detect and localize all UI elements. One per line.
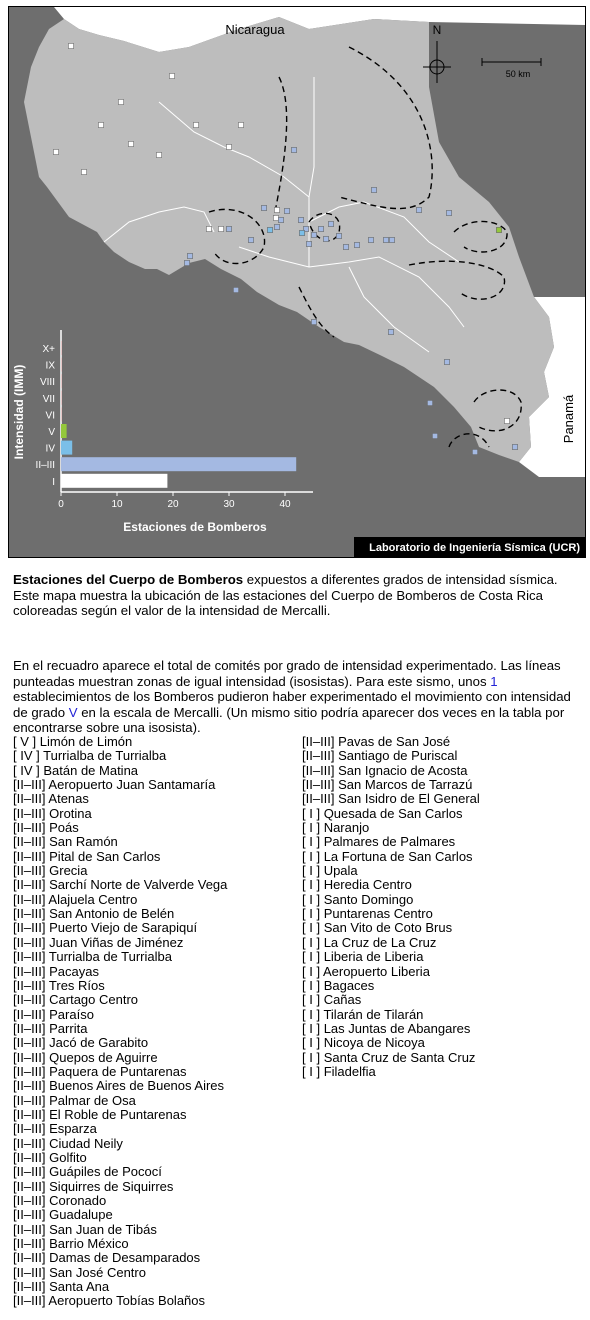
- station-grade: [ I ]: [302, 906, 321, 922]
- station-marker: [472, 449, 477, 454]
- station-name: El Roble de Puntarenas: [49, 1106, 187, 1122]
- histogram-bar: [61, 407, 62, 421]
- station-list-item: [13, 735, 227, 749]
- station-list-item: [302, 807, 480, 821]
- station-grade: [II–III]: [13, 834, 46, 850]
- station-grade: [II–III]: [13, 1078, 46, 1094]
- station-marker: [389, 237, 394, 242]
- station-marker: [323, 236, 328, 241]
- station-grade: [II–III]: [302, 777, 335, 793]
- station-name: San Antonio de Belén: [49, 906, 175, 922]
- caption-p2-text-c: en la escala de Mercalli. (Un mismo sitio podría aparecer dos veces en la tabla por encontrarse sobre una isosista).: [13, 704, 565, 735]
- station-name: Damas de Desamparados: [49, 1250, 201, 1266]
- station-list-item: [13, 1079, 227, 1093]
- station-list-item: [13, 936, 227, 950]
- station-marker: [273, 215, 278, 220]
- station-list-item: [13, 907, 227, 921]
- station-name: Guápiles de Pococí: [49, 1164, 162, 1180]
- histogram-y-label: Intensidad (IMM): [12, 364, 26, 460]
- north-label: N: [432, 23, 442, 37]
- station-grade: [II–III]: [302, 791, 335, 807]
- station-name: Palmares de Palmares: [323, 834, 456, 850]
- station-grade: [II–III]: [13, 1035, 46, 1051]
- station-marker: [184, 260, 189, 265]
- station-marker: [306, 241, 311, 246]
- station-grade: [ I ]: [302, 963, 321, 979]
- station-list-item: [302, 835, 480, 849]
- station-marker: [328, 221, 333, 226]
- station-list-item: [13, 1237, 227, 1251]
- station-grade: [II–III]: [302, 762, 335, 778]
- station-grade: [II–III]: [13, 1264, 46, 1280]
- station-grade: [II–III]: [13, 877, 46, 893]
- station-list-item: [13, 1280, 227, 1294]
- station-grade: [II–III]: [13, 1164, 46, 1180]
- station-list-item: [302, 764, 480, 778]
- station-list-item: [302, 965, 480, 979]
- station-list-item: [13, 950, 227, 964]
- histogram-category-label: I: [52, 476, 55, 488]
- station-list-item: [13, 1122, 227, 1136]
- station-grade: [ I ]: [302, 820, 321, 836]
- station-name: Jacó de Garabito: [49, 1035, 149, 1051]
- station-grade: [II–III]: [13, 934, 46, 950]
- station-marker: [118, 99, 123, 104]
- station-marker: [432, 433, 437, 438]
- station-grade: [II–III]: [13, 791, 46, 807]
- station-marker: [156, 152, 161, 157]
- station-marker: [226, 144, 231, 149]
- station-marker: [311, 319, 316, 324]
- station-marker: [368, 237, 373, 242]
- scale-label: 50 km: [505, 69, 531, 79]
- station-grade: [II–III]: [302, 748, 335, 764]
- station-list-item: [302, 907, 480, 921]
- station-name: San Ignacio de Acosta: [338, 762, 468, 778]
- station-list-item: [13, 1266, 227, 1280]
- station-list-item: [302, 778, 480, 792]
- station-grade: [ I ]: [302, 848, 321, 864]
- station-list-item: [13, 1180, 227, 1194]
- histogram-category-label: IX: [45, 360, 55, 372]
- caption-p2-text-a: En el recuadro aparece el total de comités por grado de intensidad experimentado. Las líneas punteadas muestran zonas de igual intensidad (isosistas). Para este sismo, unos: [13, 658, 561, 689]
- station-list-item: [302, 950, 480, 964]
- histogram-bar: [61, 424, 67, 438]
- station-grade: [II–III]: [13, 1006, 46, 1022]
- station-marker: [444, 359, 449, 364]
- station-grade: [II–III]: [13, 1207, 46, 1223]
- station-list-item: [13, 1022, 227, 1036]
- station-name: Juan Viñas de Jiménez: [49, 934, 184, 950]
- station-grade: [II–III]: [302, 734, 335, 749]
- station-grade: [II–III]: [13, 1092, 46, 1108]
- station-name: Aeropuerto Juan Santamaría: [48, 777, 216, 793]
- station-marker: [53, 149, 58, 154]
- station-grade: [II–III]: [13, 1178, 46, 1194]
- station-list-item: [13, 1036, 227, 1050]
- station-count: 1: [490, 673, 498, 689]
- histogram-bar: [61, 358, 62, 372]
- station-grade: [II–III]: [13, 1063, 46, 1079]
- station-grade: [II–III]: [13, 1149, 46, 1165]
- station-marker: [261, 205, 266, 210]
- station-marker: [206, 226, 211, 231]
- station-name: La Cruz de La Cruz: [323, 934, 437, 950]
- station-grade: [II–III]: [13, 1279, 46, 1295]
- station-name: Turrialba de Turrialba: [43, 748, 167, 764]
- station-name: Aeropuerto Liberia: [322, 963, 430, 979]
- station-grade: [ I ]: [302, 920, 321, 936]
- station-grade: [ I ]: [302, 1006, 321, 1022]
- station-name: Golfito: [49, 1149, 87, 1165]
- caption-paragraph-1: [13, 572, 583, 619]
- station-marker: [427, 400, 432, 405]
- station-grade: [II–III]: [13, 1293, 46, 1309]
- station-name: Quesada de San Carlos: [323, 805, 463, 821]
- station-grade: [II–III]: [13, 805, 46, 821]
- station-name: Paraíso: [49, 1006, 94, 1022]
- caption-p2-text-b: establecimientos de los Bomberos pudieron haber experimentado el movimiento con intensidad de grado: [13, 689, 571, 720]
- station-grade: [ I ]: [302, 863, 321, 879]
- station-list-item: [13, 864, 227, 878]
- station-list-item: [302, 1008, 480, 1022]
- histogram-category-label: IV: [45, 443, 55, 455]
- station-name: Santa Cruz de Santa Cruz: [323, 1049, 476, 1065]
- station-marker: [274, 224, 279, 229]
- station-name: Batán de Matina: [43, 762, 139, 778]
- station-list-item: [13, 821, 227, 835]
- station-grade: [II–III]: [13, 863, 46, 879]
- histogram-bar: [61, 474, 167, 488]
- station-marker: [504, 418, 509, 423]
- caption-p1-text: expuestos a diferentes grados de intensidad sísmica. Este mapa muestra la ubicación de las estaciones del Cuerpo de Bomberos de Costa Rica coloreadas según el valor de la intensidad de Mercalli.: [13, 572, 558, 618]
- histogram-category-label: VI: [45, 410, 55, 422]
- station-marker: [248, 237, 253, 242]
- max-grade: V: [68, 704, 78, 720]
- histogram-bar: [61, 441, 72, 455]
- station-marker: [193, 122, 198, 127]
- station-list-item: [13, 1151, 227, 1165]
- station-grade: [ I ]: [302, 949, 321, 965]
- histogram-category-label: X+: [42, 344, 55, 355]
- station-name: Santa Ana: [49, 1279, 110, 1295]
- station-list-column-1: [13, 735, 227, 1309]
- station-grade: [II–III]: [13, 777, 46, 793]
- station-marker: [187, 253, 192, 258]
- station-marker: [343, 244, 348, 249]
- station-name: Parrita: [49, 1020, 88, 1036]
- panama-label: Panamá: [561, 394, 576, 444]
- station-list-item: [13, 878, 227, 892]
- station-marker: [278, 217, 283, 222]
- station-grade: [ I ]: [302, 877, 321, 893]
- station-list-item: [13, 1065, 227, 1079]
- station-grade: [ I ]: [302, 1035, 321, 1051]
- histogram-category-label: VII: [42, 393, 55, 405]
- station-marker: [98, 122, 103, 127]
- station-list-item: [13, 807, 227, 821]
- station-list-column-2: [302, 735, 480, 1079]
- station-marker: [388, 329, 393, 334]
- station-list-item: [13, 835, 227, 849]
- station-name: Pital de San Carlos: [49, 848, 161, 864]
- station-list-item: [302, 936, 480, 950]
- station-grade: [ I ]: [302, 805, 321, 821]
- station-name: Orotina: [49, 805, 92, 821]
- station-list-item: [13, 850, 227, 864]
- station-name: Puntarenas Centro: [323, 906, 433, 922]
- station-grade: [ I ]: [302, 977, 321, 993]
- station-name: Grecia: [49, 863, 88, 879]
- station-list-item: [13, 764, 227, 778]
- histogram-bar: [61, 341, 62, 355]
- station-name: Esparza: [49, 1121, 97, 1137]
- station-name: Pacayas: [49, 963, 100, 979]
- station-grade: [II–III]: [13, 1049, 46, 1065]
- station-list-item: [302, 1065, 480, 1079]
- station-list-item: [302, 864, 480, 878]
- histogram-tick-label: 20: [167, 499, 179, 510]
- station-marker: [354, 242, 359, 247]
- station-list-item: [13, 965, 227, 979]
- station-name: La Fortuna de San Carlos: [323, 848, 473, 864]
- station-list-item: [13, 1108, 227, 1122]
- station-grade: [II–III]: [13, 1236, 46, 1252]
- station-list-item: [302, 893, 480, 907]
- station-name: Aeropuerto Tobías Bolaños: [48, 1293, 206, 1309]
- station-list-item: [13, 921, 227, 935]
- station-name: Turrialba de Turrialba: [48, 949, 172, 965]
- station-name: Alajuela Centro: [48, 891, 138, 907]
- station-name: Buenos Aires de Buenos Aires: [49, 1078, 225, 1094]
- station-name: Santiago de Puriscal: [338, 748, 458, 764]
- station-grade: [ IV ]: [13, 748, 40, 764]
- station-grade: [II–III]: [13, 1106, 46, 1122]
- station-marker: [512, 444, 517, 449]
- station-grade: [II–III]: [13, 891, 46, 907]
- station-marker: [81, 169, 86, 174]
- station-list-item: [13, 1294, 227, 1308]
- station-marker: [299, 230, 304, 235]
- station-list-item: [13, 1051, 227, 1065]
- station-list-item: [302, 821, 480, 835]
- station-list-item: [302, 735, 480, 749]
- station-marker: [68, 43, 73, 48]
- station-list-item: [302, 749, 480, 763]
- station-list-item: [13, 749, 227, 763]
- station-name: Atenas: [48, 791, 89, 807]
- station-name: San Ramón: [49, 834, 118, 850]
- histogram-category-label: II–III: [35, 460, 55, 472]
- station-name: Cañas: [323, 992, 362, 1008]
- station-grade: [ I ]: [302, 1049, 321, 1065]
- station-grade: [II–III]: [13, 977, 46, 993]
- station-name: Liberia de Liberia: [323, 949, 424, 965]
- histogram-tick-label: 30: [223, 499, 235, 510]
- station-marker: [318, 226, 323, 231]
- histogram-tick-label: 0: [58, 499, 64, 510]
- histogram-category-label: V: [48, 427, 55, 438]
- station-grade: [II–III]: [13, 992, 46, 1008]
- station-name: Nicoya de Nicoya: [323, 1035, 425, 1051]
- station-list-item: [13, 893, 227, 907]
- station-name: Upala: [323, 863, 358, 879]
- caption-paragraph-2: [13, 658, 583, 736]
- station-marker: [298, 217, 303, 222]
- histogram-category-label: VIII: [39, 377, 55, 389]
- station-marker: [336, 233, 341, 238]
- station-name: Guadalupe: [49, 1207, 113, 1223]
- station-name: San Isidro de El General: [338, 791, 480, 807]
- station-grade: [II–III]: [13, 1135, 46, 1151]
- station-name: Puerto Viejo de Sarapiquí: [49, 920, 198, 936]
- station-name: San Marcos de Tarrazú: [338, 777, 473, 793]
- station-grade: [ I ]: [302, 992, 321, 1008]
- histogram-tick-label: 40: [279, 499, 291, 510]
- station-marker: [291, 147, 296, 152]
- station-marker: [169, 73, 174, 78]
- station-grade: [II–III]: [13, 963, 46, 979]
- station-name: Naranjo: [323, 820, 370, 836]
- station-grade: [ V ]: [13, 734, 37, 749]
- caption-title: Estaciones del Cuerpo de Bomberos: [13, 572, 244, 587]
- station-name: Las Juntas de Abangares: [323, 1020, 471, 1036]
- station-list-item: [13, 1194, 227, 1208]
- station-name: Limón de Limón: [39, 734, 133, 749]
- station-list-item: [13, 792, 227, 806]
- station-list-item: [302, 921, 480, 935]
- station-name: Sarchí Norte de Valverde Vega: [49, 877, 228, 893]
- station-marker: [267, 227, 272, 232]
- station-grade: [II–III]: [13, 820, 46, 836]
- station-name: Tilarán de Tilarán: [323, 1006, 424, 1022]
- station-list-item: [302, 993, 480, 1007]
- histogram-bar: [61, 457, 296, 471]
- station-name: Heredia Centro: [323, 877, 412, 893]
- station-grade: [II–III]: [13, 906, 46, 922]
- station-list-item: [13, 1223, 227, 1237]
- station-grade: [II–III]: [13, 1121, 46, 1137]
- seismic-intensity-map: [8, 6, 586, 558]
- station-grade: [ I ]: [302, 834, 321, 850]
- station-marker: [371, 187, 376, 192]
- station-list-item: [13, 979, 227, 993]
- station-list-item: [13, 1137, 227, 1151]
- station-list-item: [13, 1094, 227, 1108]
- station-marker: [284, 208, 289, 213]
- station-marker: [383, 237, 388, 242]
- histogram-bar: [61, 374, 62, 388]
- station-grade: [II–III]: [13, 1193, 46, 1208]
- station-name: Siquirres de Siquirres: [49, 1178, 174, 1194]
- station-name: Cartago Centro: [49, 992, 139, 1008]
- station-list-item: [302, 792, 480, 806]
- station-list-item: [302, 1036, 480, 1050]
- station-marker: [446, 210, 451, 215]
- station-name: Pavas de San José: [338, 734, 451, 749]
- station-grade: [ IV ]: [13, 762, 40, 778]
- station-name: Paquera de Puntarenas: [49, 1063, 187, 1079]
- station-grade: [ I ]: [302, 891, 321, 907]
- station-name: Palmar de Osa: [49, 1092, 136, 1108]
- station-grade: [II–III]: [13, 848, 46, 864]
- station-name: Barrio México: [49, 1236, 129, 1252]
- histogram-x-label: Estaciones de Bomberos: [123, 520, 267, 534]
- station-marker: [311, 232, 316, 237]
- station-list-item: [13, 778, 227, 792]
- station-name: Coronado: [49, 1193, 107, 1208]
- station-grade: [ I ]: [302, 934, 321, 950]
- station-name: Poás: [49, 820, 79, 836]
- station-list-item: [302, 850, 480, 864]
- station-list-item: [302, 979, 480, 993]
- nicaragua-label: Nicaragua: [225, 22, 285, 37]
- station-name: San José Centro: [49, 1264, 146, 1280]
- station-name: San Vito de Coto Brus: [323, 920, 453, 936]
- station-name: Tres Ríos: [48, 977, 105, 993]
- histogram-bar: [61, 391, 62, 405]
- station-name: Ciudad Neily: [49, 1135, 123, 1151]
- station-grade: [II–III]: [13, 1221, 46, 1237]
- credit-label: Laboratorio de Ingeniería Sísmica (UCR): [369, 542, 580, 554]
- station-list-item: [13, 1008, 227, 1022]
- station-grade: [II–III]: [13, 1250, 46, 1266]
- station-marker: [226, 226, 231, 231]
- station-name: Quepos de Aguirre: [49, 1049, 158, 1065]
- station-grade: [ I ]: [302, 1063, 321, 1079]
- station-list-item: [302, 1051, 480, 1065]
- station-name: Bagaces: [323, 977, 375, 993]
- station-marker: [274, 207, 279, 212]
- station-marker: [128, 141, 133, 146]
- station-name: Santo Domingo: [323, 891, 414, 907]
- station-list-item: [13, 993, 227, 1007]
- station-grade: [II–III]: [13, 1020, 46, 1036]
- station-grade: [ I ]: [302, 1020, 321, 1036]
- station-marker: [496, 227, 501, 232]
- station-grade: [II–III]: [13, 920, 46, 936]
- station-grade: [II–III]: [13, 949, 46, 965]
- station-name: San Juan de Tibás: [49, 1221, 157, 1237]
- station-list-item: [13, 1165, 227, 1179]
- station-marker: [238, 122, 243, 127]
- station-list-item: [13, 1251, 227, 1265]
- station-marker: [218, 226, 223, 231]
- station-list-item: [302, 878, 480, 892]
- station-marker: [416, 207, 421, 212]
- station-name: Filadelfia: [323, 1063, 376, 1079]
- station-marker: [233, 287, 238, 292]
- station-list-item: [302, 1022, 480, 1036]
- histogram-tick-label: 10: [111, 499, 123, 510]
- station-list-item: [13, 1208, 227, 1222]
